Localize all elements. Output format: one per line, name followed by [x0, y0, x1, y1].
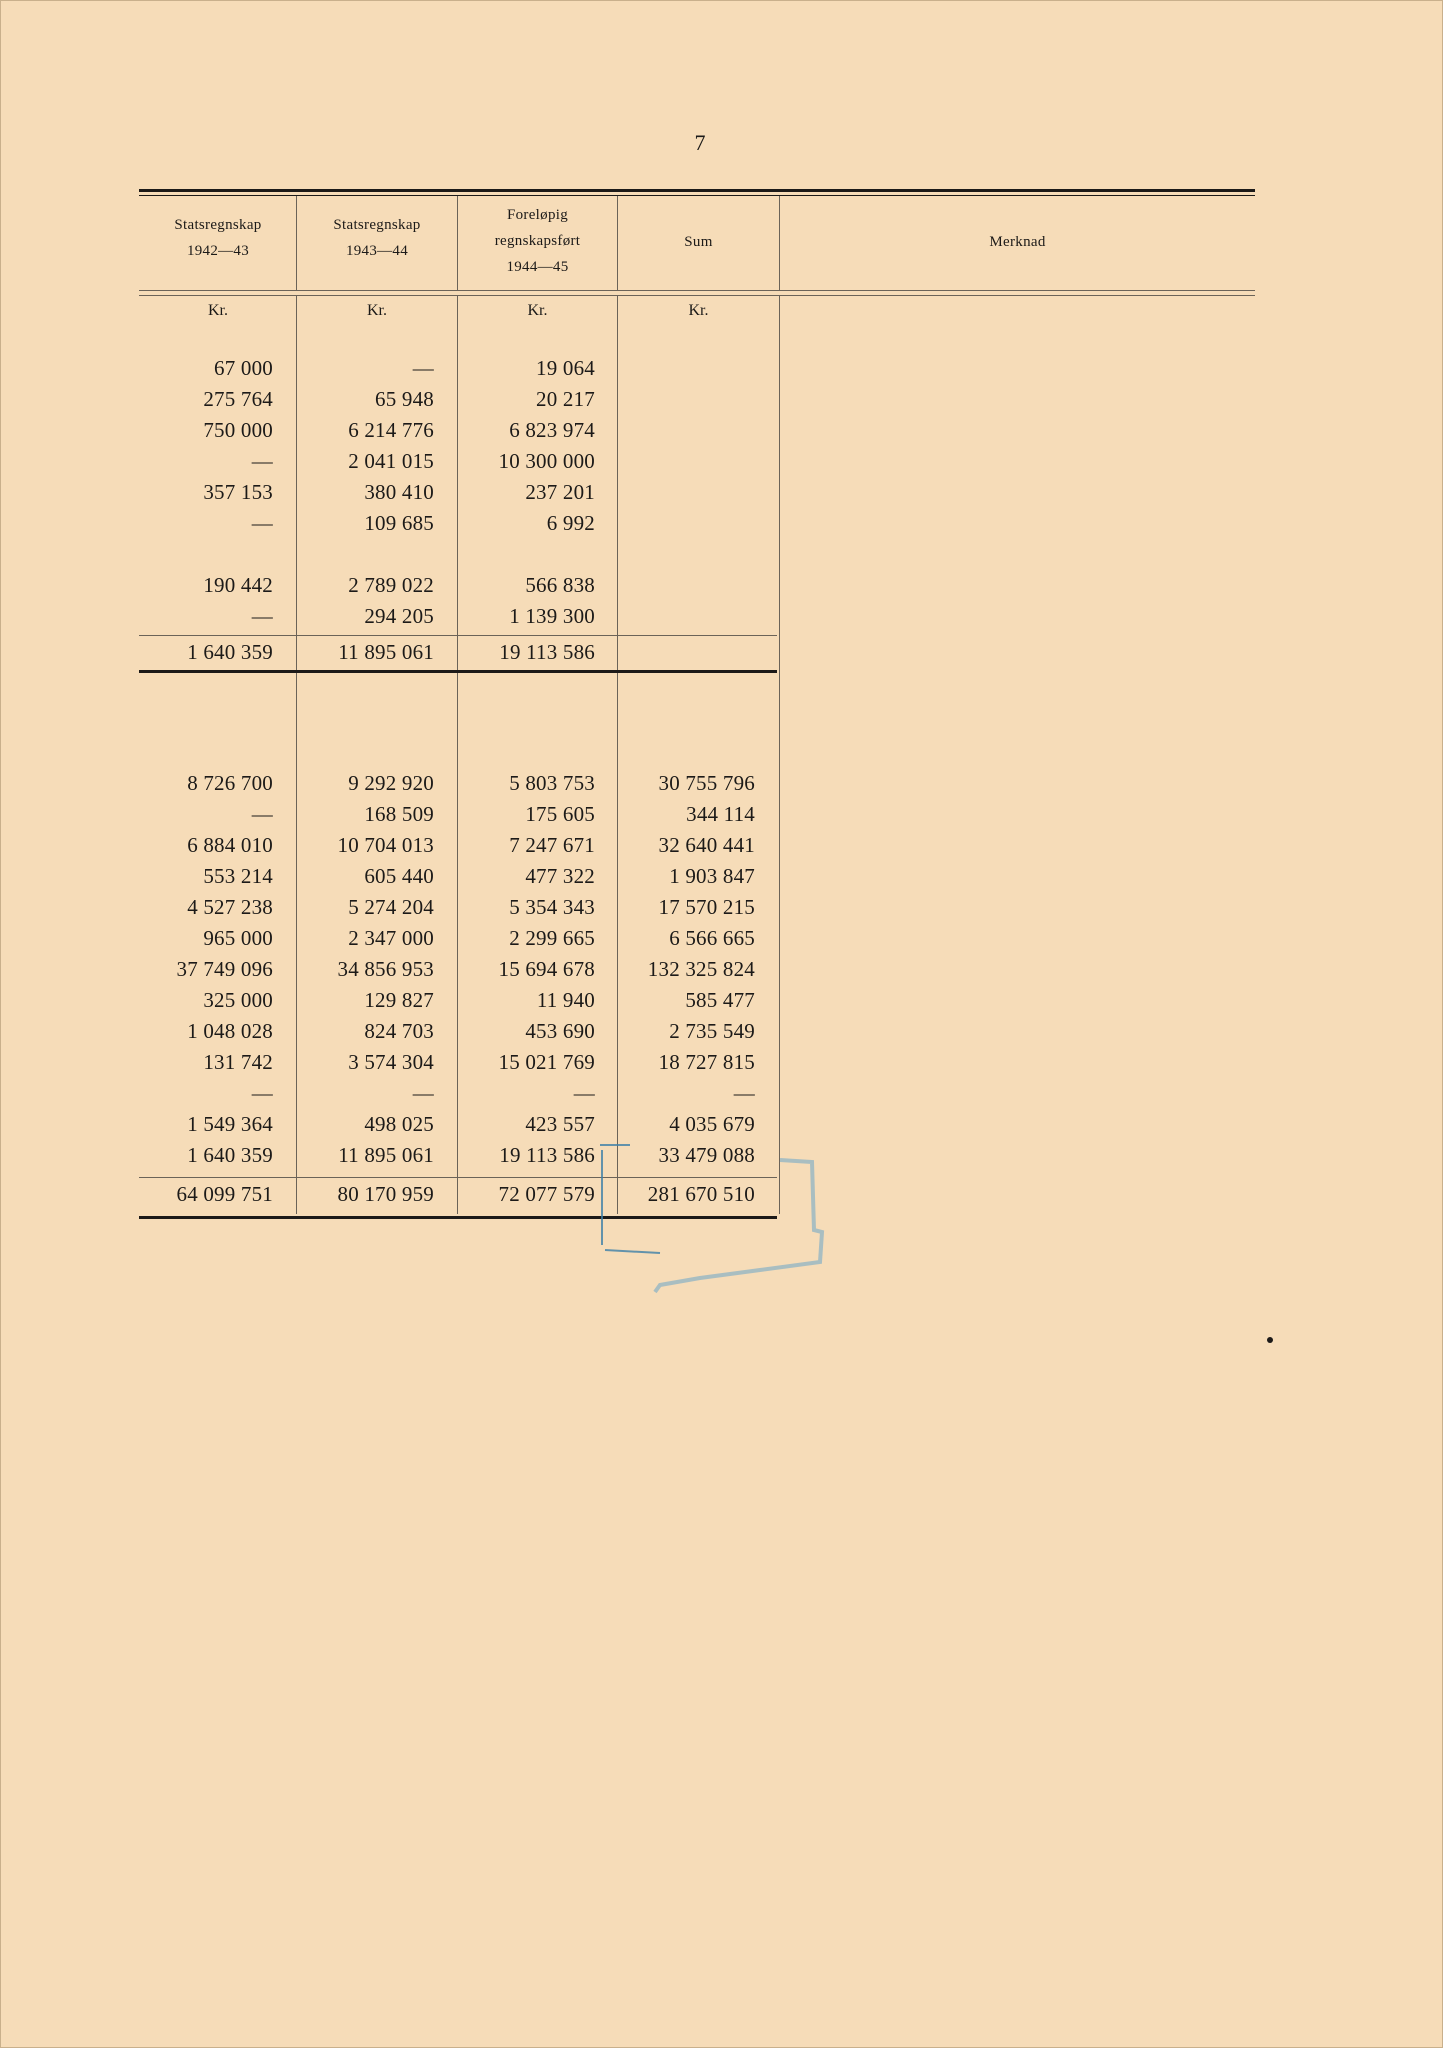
section2-row-8-col-2: 129 827 — [364, 988, 434, 1012]
section2-row-3-col-1: 6 884 010 — [187, 833, 273, 857]
section2-row-9-col-4: 2 735 549 — [669, 1019, 755, 1043]
section2-row-6-col-3: 2 299 665 — [509, 926, 595, 950]
section2-row-3-col-3: 7 247 671 — [509, 833, 595, 857]
section1-row-8-col-2: 294 205 — [364, 604, 434, 628]
section1-row-2-col-1: 275 764 — [203, 387, 273, 411]
section2-row-4-col-1: 553 214 — [203, 864, 273, 888]
section2-row-2-col-2: 168 509 — [364, 802, 434, 826]
section1-total-col1: 1 640 359 — [187, 640, 273, 664]
currency-label-col3: Kr. — [527, 302, 548, 319]
section2-row-1-col-2: 9 292 920 — [348, 771, 434, 795]
header-forelopig — [458, 202, 617, 280]
section2-row-2-col-1: — — [251, 802, 273, 826]
section1-row-5-col-1: 357 153 — [203, 480, 273, 504]
section2-row-3-col-4: 32 640 441 — [658, 833, 755, 857]
section2-row-5-col-2: 5 274 204 — [348, 895, 434, 919]
section1-bottom-rule — [139, 670, 777, 673]
section2-row-11-col-1: — — [251, 1081, 273, 1105]
section2-row-8-col-3: 11 940 — [536, 988, 595, 1012]
section2-row-6-col-4: 6 566 665 — [669, 926, 755, 950]
header-col2-title: Statsregnskap — [333, 217, 421, 233]
section1-total-col3: 19 113 586 — [499, 640, 595, 664]
section2-row-6-col-2: 2 347 000 — [348, 926, 434, 950]
section2-row-2-col-4: 344 114 — [686, 802, 755, 826]
section1-row-7-col-1: 190 442 — [203, 573, 273, 597]
section2-row-8-col-4: 585 477 — [685, 988, 755, 1012]
section1-row-1-col-3: 19 064 — [536, 356, 595, 380]
header-rule-2 — [139, 295, 1255, 296]
section2-row-7-col-4: 132 325 824 — [647, 957, 755, 981]
section2-row-1-col-3: 5 803 753 — [509, 771, 595, 795]
section2-row-4-col-4: 1 903 847 — [669, 864, 755, 888]
header-statsregnskap-1943 — [297, 212, 457, 264]
section1-row-3-col-1: 750 000 — [203, 418, 273, 442]
section1-subtotal-rule — [139, 635, 777, 636]
header-col1-title: Statsregnskap — [174, 217, 262, 233]
header-sum: Sum — [684, 234, 713, 250]
section2-row-5-col-3: 5 354 343 — [509, 895, 595, 919]
section2-row-9-col-1: 1 048 028 — [187, 1019, 273, 1043]
header-col2-year: 1943—44 — [345, 243, 409, 259]
section2-total-col3: 72 077 579 — [498, 1182, 595, 1206]
col-divider-1 — [296, 296, 297, 1214]
section2-row-10-col-1: 131 742 — [203, 1050, 273, 1074]
section2-row-12-col-4: 4 035 679 — [669, 1112, 755, 1136]
section1-row-8-col-3: 1 139 300 — [509, 604, 595, 628]
section2-row-13-col-4: 33 479 088 — [658, 1143, 755, 1167]
header-merknad: Merknad — [989, 234, 1046, 250]
section2-total-col4: 281 670 510 — [647, 1182, 755, 1206]
col-divider-4 — [779, 296, 780, 1214]
section2-row-12-col-3: 423 557 — [525, 1112, 595, 1136]
currency-label-col2: Kr. — [367, 302, 387, 319]
section2-row-5-col-1: 4 527 238 — [187, 895, 273, 919]
section1-row-5-col-3: 237 201 — [525, 480, 595, 504]
section2-row-10-col-3: 15 021 769 — [498, 1050, 595, 1074]
section1-row-7-col-3: 566 838 — [525, 573, 595, 597]
currency-label-col1: Kr. — [208, 302, 228, 319]
top-rule-thin — [139, 195, 1255, 196]
section1-row-6-col-2: 109 685 — [364, 511, 434, 535]
header-col3-line2: regnskapsført — [494, 233, 581, 249]
section2-row-13-col-2: 11 895 061 — [338, 1143, 434, 1167]
section1-row-7-col-2: 2 789 022 — [348, 573, 434, 597]
section2-row-7-col-1: 37 749 096 — [176, 957, 273, 981]
header-col3-year: 1944—45 — [506, 259, 569, 275]
section1-row-8-col-1: — — [251, 604, 273, 628]
section2-row-7-col-2: 34 856 953 — [337, 957, 434, 981]
section1-row-4-col-1: — — [251, 449, 273, 473]
section1-row-6-col-1: — — [251, 511, 273, 535]
section1-row-4-col-3: 10 300 000 — [498, 449, 595, 473]
section2-row-5-col-4: 17 570 215 — [658, 895, 755, 919]
section2-row-2-col-3: 175 605 — [525, 802, 595, 826]
section2-row-8-col-1: 325 000 — [203, 988, 273, 1012]
section2-row-12-col-1: 1 549 364 — [187, 1112, 273, 1136]
section2-row-4-col-3: 477 322 — [525, 864, 595, 888]
section1-row-4-col-2: 2 041 015 — [348, 449, 434, 473]
section2-total-col2: 80 170 959 — [337, 1182, 434, 1206]
section2-row-11-col-2: — — [412, 1081, 434, 1105]
header-rule — [139, 290, 1255, 291]
section1-row-6-col-3: 6 992 — [546, 511, 595, 535]
header-statsregnskap-1942 — [140, 212, 296, 264]
section2-total-col1: 64 099 751 — [176, 1182, 273, 1206]
section2-row-11-col-3: — — [573, 1081, 595, 1105]
section1-row-2-col-3: 20 217 — [536, 387, 595, 411]
section2-row-7-col-3: 15 694 678 — [498, 957, 595, 981]
section2-row-12-col-2: 498 025 — [364, 1112, 434, 1136]
top-rule — [139, 189, 1255, 192]
section2-row-6-col-1: 965 000 — [203, 926, 273, 950]
section1-row-3-col-3: 6 823 974 — [509, 418, 595, 442]
page-number: 7 — [694, 130, 706, 155]
section2-row-3-col-2: 10 704 013 — [337, 833, 434, 857]
section2-row-1-col-1: 8 726 700 — [187, 771, 273, 795]
section2-row-9-col-3: 453 690 — [525, 1019, 595, 1043]
section2-subtotal-rule — [139, 1177, 777, 1178]
header-col3-line1: Foreløpig — [506, 207, 569, 223]
section2-bottom-rule — [139, 1216, 777, 1219]
section1-row-2-col-2: 65 948 — [375, 387, 434, 411]
section2-row-9-col-2: 824 703 — [364, 1019, 434, 1043]
section2-row-1-col-4: 30 755 796 — [658, 771, 755, 795]
section1-row-5-col-2: 380 410 — [364, 480, 434, 504]
section2-row-13-col-1: 1 640 359 — [187, 1143, 273, 1167]
col-divider-2 — [457, 296, 458, 1214]
section2-row-10-col-4: 18 727 815 — [658, 1050, 755, 1074]
currency-label-col4: Kr. — [688, 302, 709, 319]
section2-row-13-col-3: 19 113 586 — [499, 1143, 595, 1167]
section2-row-10-col-2: 3 574 304 — [348, 1050, 434, 1074]
section2-row-11-col-4: — — [733, 1081, 755, 1105]
section1-row-1-col-2: — — [412, 356, 434, 380]
section1-row-1-col-1: 67 000 — [214, 356, 273, 380]
header-col1-year: 1942—43 — [186, 243, 250, 259]
section2-row-4-col-2: 605 440 — [364, 864, 434, 888]
section1-row-3-col-2: 6 214 776 — [348, 418, 434, 442]
col-divider-3 — [617, 296, 618, 1214]
section1-total-col2: 11 895 061 — [338, 640, 434, 664]
